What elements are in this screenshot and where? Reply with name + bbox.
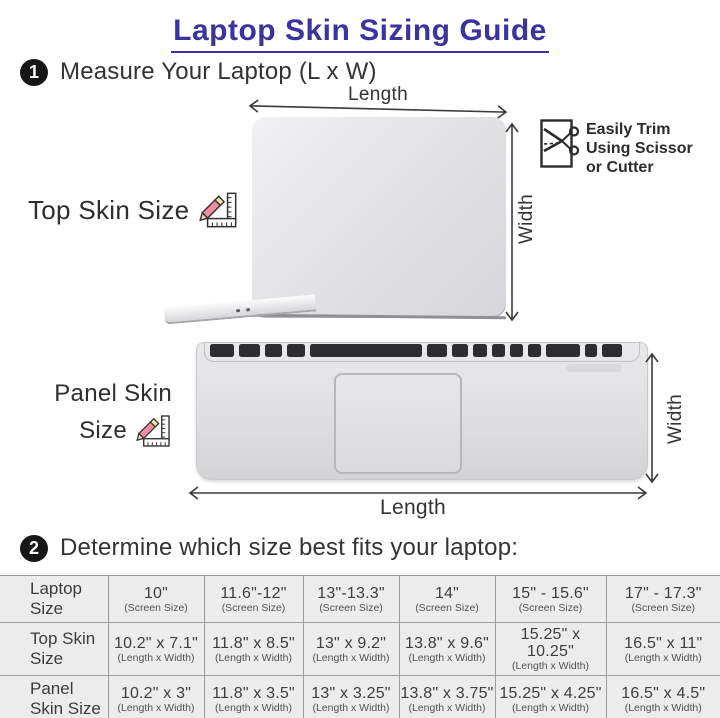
top-skin-cell: 13.8" x 9.6" (Length x Width) (399, 623, 495, 676)
key (265, 344, 282, 357)
screen-size-cell: 15" - 15.6" (Screen Size) (495, 576, 606, 623)
port-dot (246, 308, 250, 311)
panel-skin-cell: 15.25" x 4.25" (Length x Width) (495, 676, 606, 718)
key (602, 344, 622, 357)
screen-size-cell: 14" (Screen Size) (399, 576, 495, 623)
laptop-lid-photo (252, 117, 506, 318)
pencil-ruler-icon (199, 191, 239, 229)
key (452, 344, 468, 357)
top-width-label: Width (516, 193, 537, 245)
panel-skin-cell: 13" x 3.25" (Length x Width) (303, 676, 399, 718)
key (528, 344, 541, 357)
port-dot (236, 309, 240, 312)
key (239, 344, 260, 357)
table-row-laptop-size (0, 576, 720, 623)
table-row-top-skin (0, 623, 720, 676)
scissors-trim-icon (540, 119, 582, 169)
key (510, 344, 523, 357)
size-table (0, 575, 720, 718)
top-skin-caption (28, 191, 239, 229)
step-2-badge: 2 (20, 535, 48, 562)
key (585, 344, 597, 357)
panel-skin-caption-line2: Size (79, 417, 127, 444)
top-skin-cell: 10.2" x 7.1" (Length x Width) (108, 623, 204, 676)
key (427, 344, 447, 357)
step-1-text: Measure Your Laptop (L x W) (60, 58, 377, 85)
key (287, 344, 305, 357)
spacebar-key (310, 344, 422, 357)
step-2-text: Determine which size best fits your laptop: (60, 534, 519, 561)
panel-width-arrow (644, 352, 660, 484)
screen-size-cell: 10" (Screen Size) (108, 576, 204, 623)
trim-note-line-2: Using Scissor (586, 140, 693, 157)
trim-note-line-3: or Cutter (586, 159, 654, 176)
top-skin-caption-text: Top Skin Size (28, 194, 190, 225)
top-skin-cell: 16.5" x 11" (Length x Width) (606, 623, 720, 676)
keyboard-keys (210, 344, 622, 357)
trim-note (586, 120, 716, 177)
panel-skin-caption (26, 380, 172, 448)
panel-width-label: Width (665, 393, 686, 445)
step-1-badge: 1 (20, 59, 48, 86)
faint-brand-mark (566, 364, 622, 372)
top-skin-cell: 15.25" x 10.25" (Length x Width) (495, 623, 606, 676)
trackpad (334, 373, 462, 474)
laptop-panel-photo (196, 342, 648, 480)
trim-note-line-1: Easily Trim (586, 121, 671, 138)
panel-skin-cell: 11.8" x 3.5" (Length x Width) (204, 676, 303, 718)
page-title: Laptop Skin Sizing Guide (171, 14, 549, 53)
key (210, 344, 234, 357)
panel-skin-cell: 10.2" x 3" (Length x Width) (108, 676, 204, 718)
screen-size-cell: 11.6"-12" (Screen Size) (204, 576, 303, 623)
panel-skin-caption-line1: Panel Skin (54, 380, 172, 407)
table-row-panel-skin (0, 676, 720, 718)
key (473, 344, 487, 357)
top-length-label: Length (348, 84, 408, 105)
row-header-panel-skin: Panel Skin Size (30, 679, 101, 718)
key (492, 344, 505, 357)
top-skin-cell: 11.8" x 8.5" (Length x Width) (204, 623, 303, 676)
laptop-base-photo (164, 294, 317, 324)
step-2-heading (20, 534, 518, 562)
page-title-wrap (0, 14, 720, 53)
row-header-laptop-size: Laptop Size (30, 579, 82, 618)
key (546, 344, 580, 357)
panel-skin-cell: 13.8" x 3.75" (Length x Width) (399, 676, 495, 718)
row-header-top-skin: Top Skin Size (30, 629, 96, 668)
pencil-ruler-icon (136, 414, 172, 448)
screen-size-cell: 13"-13.3" (Screen Size) (303, 576, 399, 623)
top-skin-cell: 13" x 9.2" (Length x Width) (303, 623, 399, 676)
panel-length-label: Length (379, 496, 447, 519)
screen-size-cell: 17" - 17.3" (Screen Size) (606, 576, 720, 623)
panel-skin-cell: 16.5" x 4.5" (Length x Width) (606, 676, 720, 718)
step-1-heading (20, 58, 377, 86)
